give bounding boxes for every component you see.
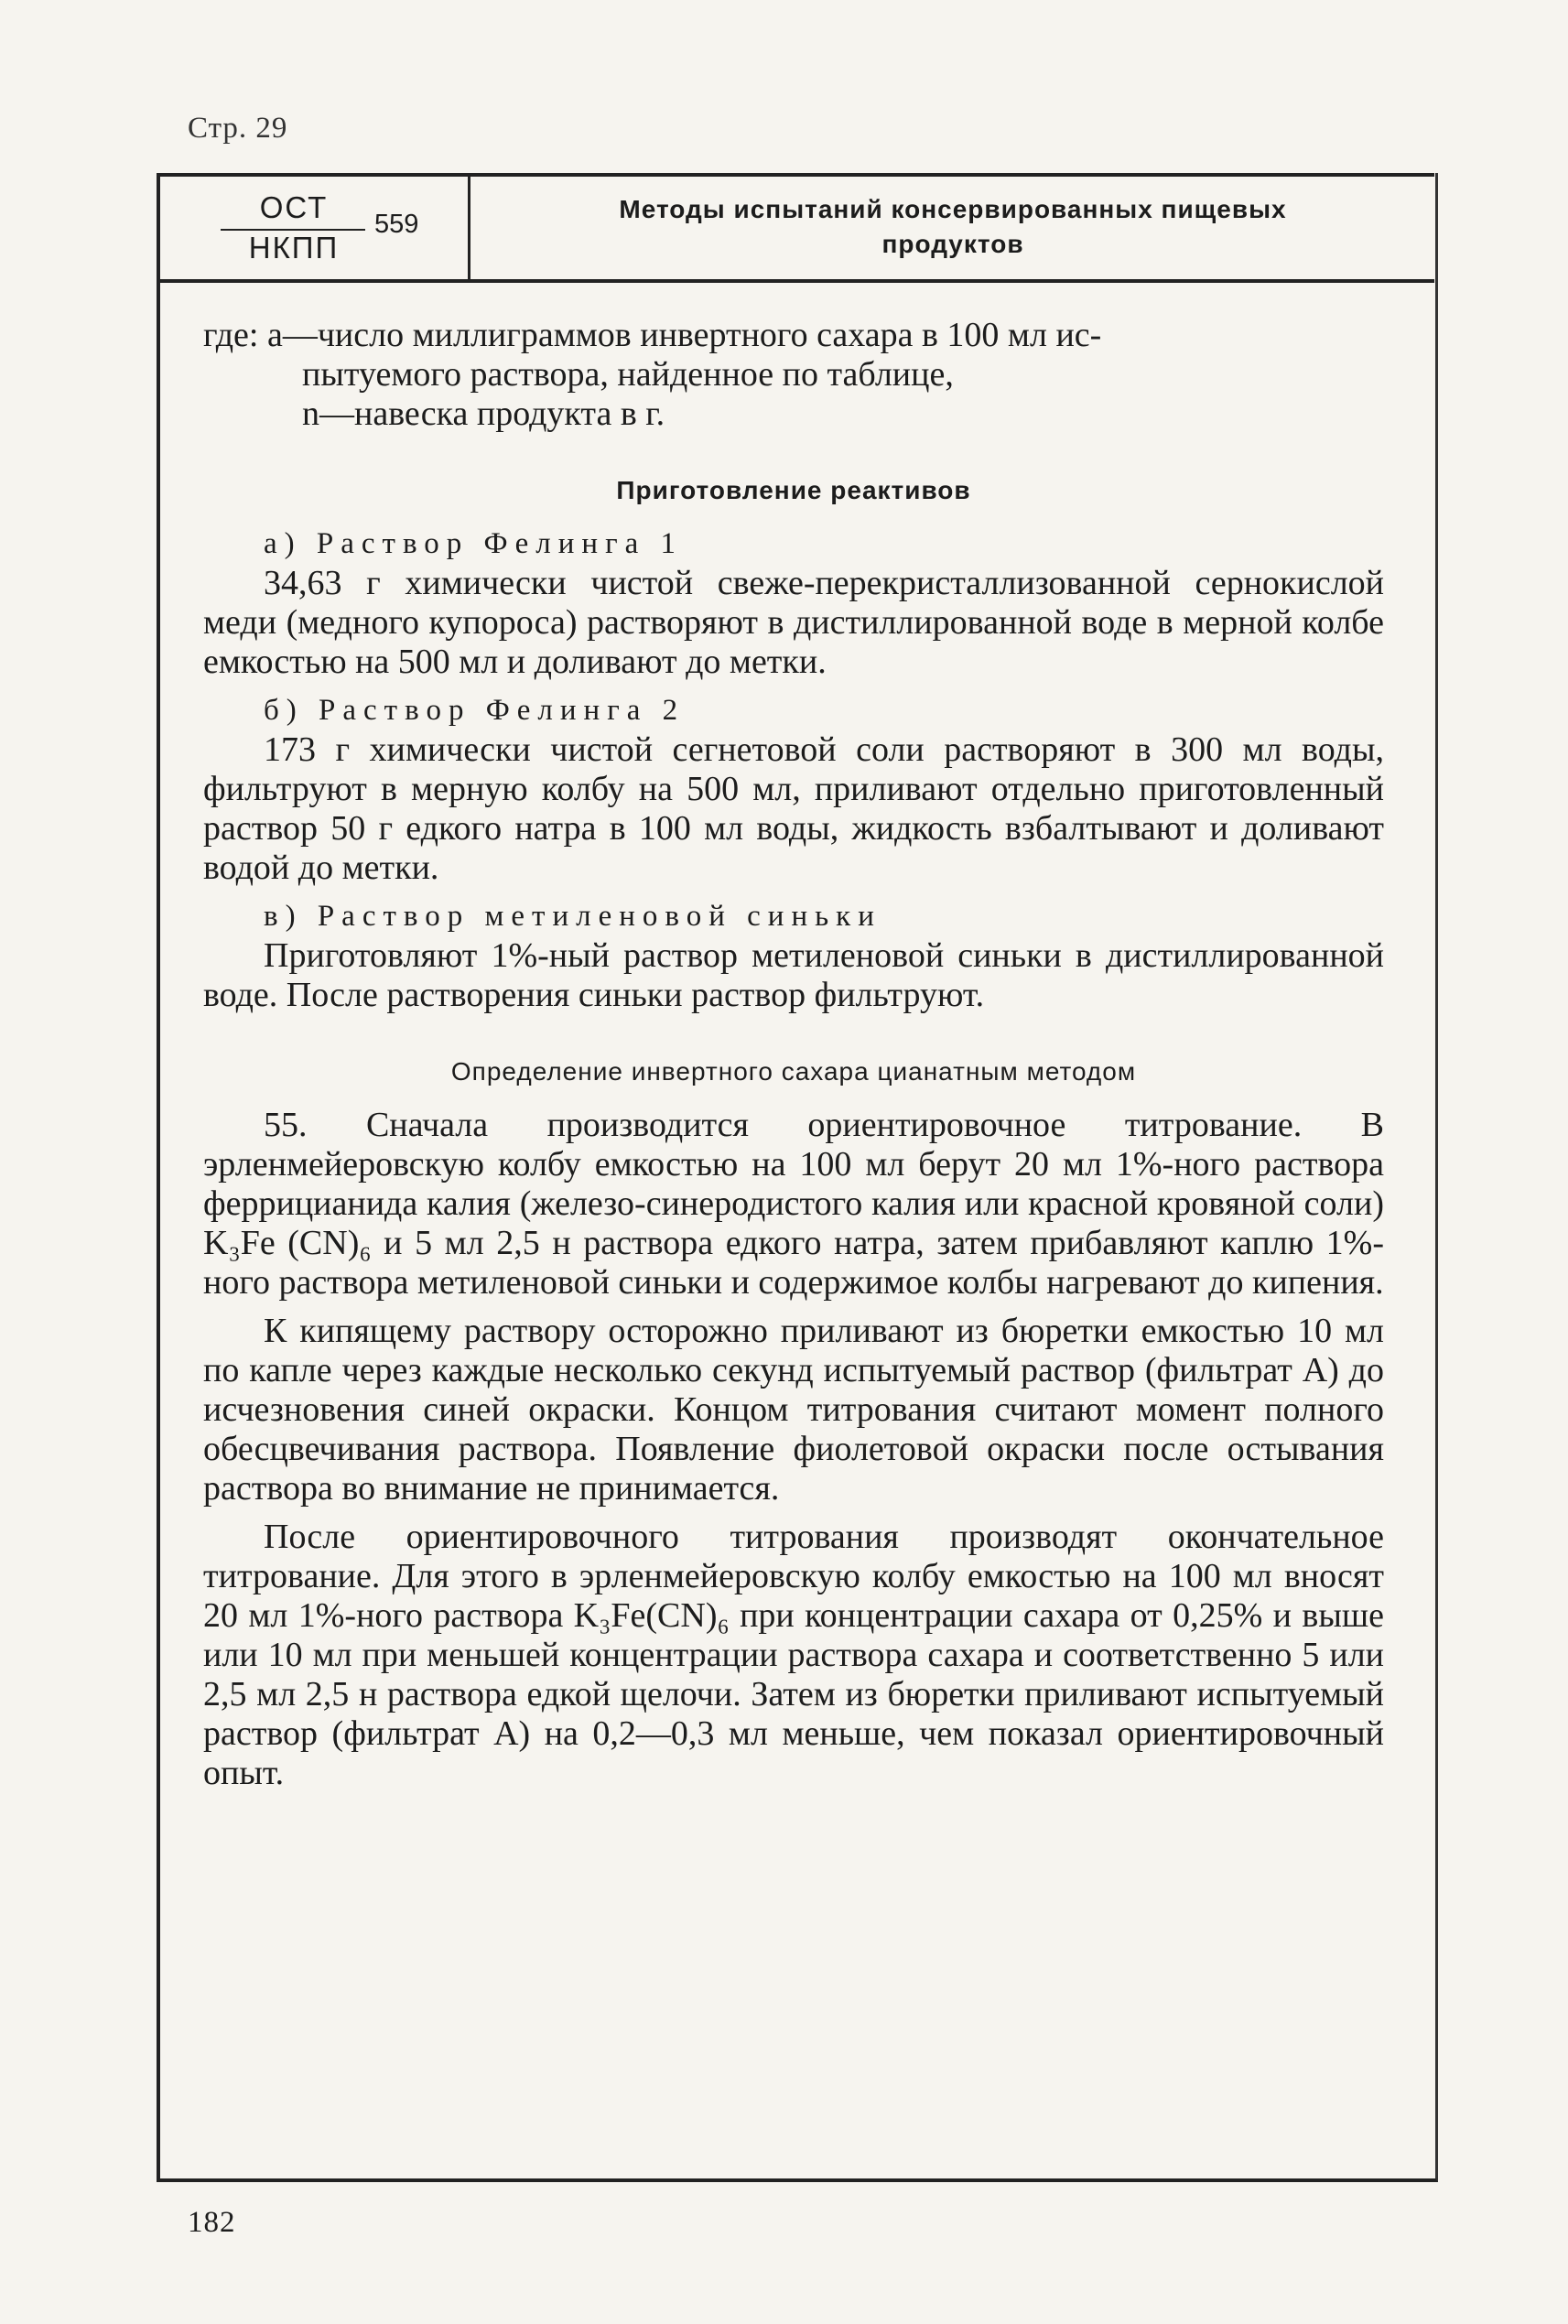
definition-line-1: где: а—число миллиграммов инвертного сахара в 100 мл ис- [203,316,1102,354]
subheading-methylene-blue: в) Раствор метиленовой синьки [264,900,881,933]
page-content [203,316,1384,1802]
paragraph-final-titration: После ориентировочного титрования производят окончательное титрование. Для этого в эрленмейеровскую колбу емкостью на 100 мл вносят 20 мл 1%-ного раствора K₃Fe(CN)₆ при концентрации сахара от 0,25% и выше или 10 мл при меньшей концентрации раствора сахара и соответственно 5 или 2,5 мл 2,5 н раствора едкой щелочи. Затем из бюретки приливают испытуемый раствор (фильтрат А) на 0,2—0,3 мл меньше, чем показал ориентировочный опыт. [203,1518,1384,1792]
title-line-1: Методы испытаний консервированных пищевых [619,195,1287,223]
section-heading-invert-sugar: Определение инвертного сахара цианатным методом [450,1057,1137,1086]
definition-line-2: пытуемого раствора, найденное по таблице, [302,355,954,394]
ost-numerator: ОСТ [259,190,329,224]
subheading-fehling-1: а) Раствор Фелинга 1 [264,527,683,560]
paragraph-fehling-2: 173 г химически чистой сегнетовой соли растворяют в 300 мл воды, фильтруют в мерную колбу на 500 мл, приливают отдельно приготовленный раствор 50 г едкого натра в 100 мл воды, жидкость взбалтывают и доливают водой до метки. [203,730,1384,887]
title-line-2: продуктов [881,230,1024,258]
standard-designation [157,177,470,279]
paragraph-fehling-1: 34,63 г химически чистой свеже-перекристаллизованной сернокислой меди (медного купороса) растворяют в дистиллированной воде в мерной колбе емкостью на 500 мл и доливают до метки. [203,564,1384,681]
page-label: Стр. 29 [188,112,288,145]
document-header [157,173,1434,283]
ost-code: 559 [374,210,419,239]
formula-definitions [203,316,1384,434]
paragraph-55: 55. Сначала производится ориентировочное титрование. В эрленмейеровскую колбу емкостью на 100 мл берут 20 мл 1%-ного раствора феррицианида калия (железо-синеродистого калия или красной кровяной соли) K₃Fe (CN)₆ и 5 мл 2,5 н раствора едкого натра, затем прибавляют каплю 1%-ного раствора метиленовой синьки и содержимое колбы нагревают до кипения. [203,1106,1384,1302]
paragraph-methylene-blue: Приготовляют 1%-ный раствор метиленовой синьки в дистиллированной воде. После растворения синьки раствор фильтруют. [203,936,1384,1014]
ost-denominator: НКПП [248,231,340,265]
definition-line-3: n—навеска продукта в г. [302,395,665,433]
section-heading-reagents: Приготовление реактивов [616,476,971,504]
document-title [481,192,1424,262]
page-number: 182 [188,2206,236,2239]
paragraph-titration: К кипящему раствору осторожно приливают из бюретки емкостью 10 мл по капле через каждые несколько секунд испытуемый раствор (фильтрат А) до исчезновения синей окраски. Концом титрования считают момент полного обесцвечивания раствора. Появление фиолетовой окраски после остывания раствора во внимание не принимается. [203,1312,1384,1508]
subheading-fehling-2: б) Раствор Фелинга 2 [264,694,686,727]
